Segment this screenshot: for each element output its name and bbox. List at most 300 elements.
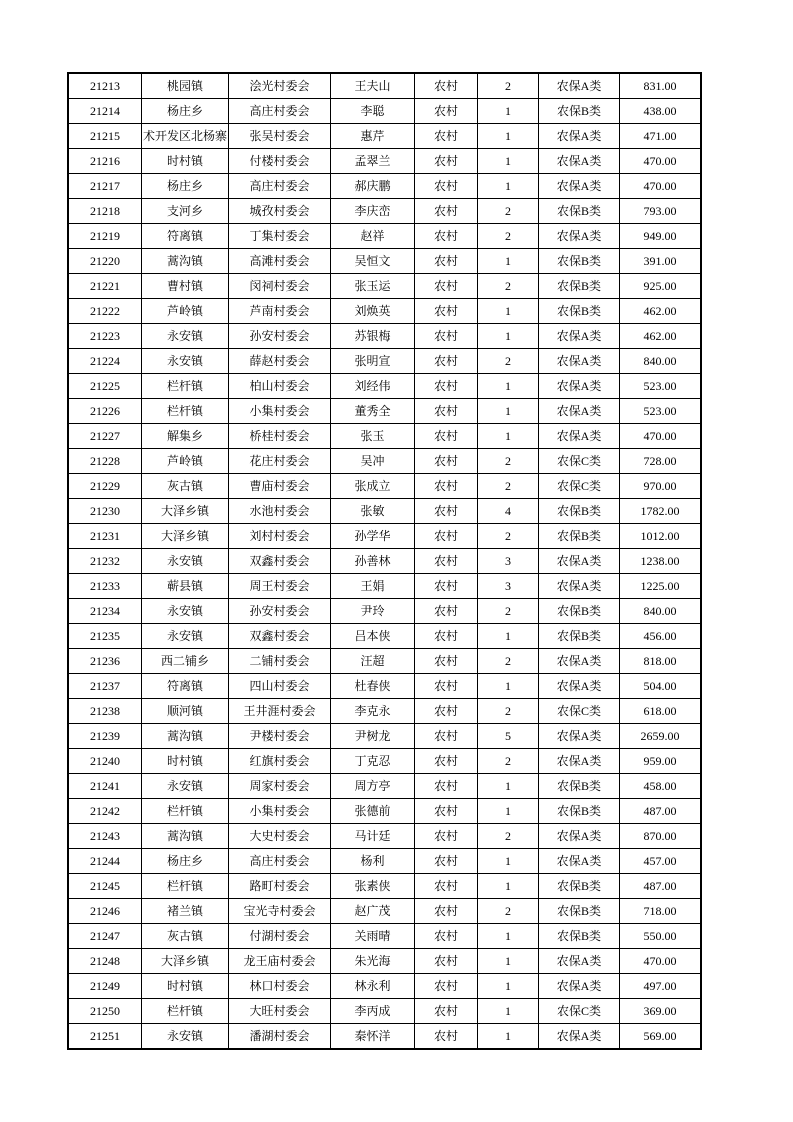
table-row [68, 674, 701, 699]
cell-amount: 470.00 [620, 149, 702, 174]
cell-person-name: 孙善林 [331, 549, 415, 574]
cell-id: 21219 [68, 224, 142, 249]
cell-headcount: 1 [478, 299, 539, 324]
cell-headcount: 1 [478, 324, 539, 349]
cell-person-name: 刘经伟 [331, 374, 415, 399]
cell-residence-type: 农村 [415, 249, 478, 274]
cell-town: 解集乡 [142, 424, 229, 449]
cell-town: 栏杆镇 [142, 799, 229, 824]
cell-amount: 487.00 [620, 799, 702, 824]
cell-insurance-category: 农保B类 [539, 499, 620, 524]
cell-village-committee: 高庄村委会 [229, 849, 331, 874]
cell-town: 符离镇 [142, 224, 229, 249]
cell-insurance-category: 农保A类 [539, 849, 620, 874]
cell-headcount: 2 [478, 199, 539, 224]
cell-person-name: 董秀全 [331, 399, 415, 424]
cell-residence-type: 农村 [415, 624, 478, 649]
benefits-table-body [68, 73, 701, 1049]
cell-village-committee: 芦南村委会 [229, 299, 331, 324]
table-row [68, 374, 701, 399]
cell-town: 桃园镇 [142, 73, 229, 99]
cell-id: 21245 [68, 874, 142, 899]
cell-person-name: 李克永 [331, 699, 415, 724]
cell-headcount: 2 [478, 224, 539, 249]
cell-headcount: 2 [478, 474, 539, 499]
cell-amount: 470.00 [620, 949, 702, 974]
table-row [68, 999, 701, 1024]
cell-town: 褚兰镇 [142, 899, 229, 924]
cell-headcount: 3 [478, 549, 539, 574]
cell-village-committee: 闵祠村委会 [229, 274, 331, 299]
cell-person-name: 杨利 [331, 849, 415, 874]
cell-village-committee: 浍光村委会 [229, 73, 331, 99]
cell-town: 顺河镇 [142, 699, 229, 724]
cell-insurance-category: 农保B类 [539, 274, 620, 299]
cell-amount: 870.00 [620, 824, 702, 849]
cell-residence-type: 农村 [415, 774, 478, 799]
table-row [68, 549, 701, 574]
cell-town: 永安镇 [142, 549, 229, 574]
table-row [68, 849, 701, 874]
cell-headcount: 1 [478, 774, 539, 799]
cell-person-name: 张玉运 [331, 274, 415, 299]
table-row [68, 624, 701, 649]
cell-residence-type: 农村 [415, 299, 478, 324]
cell-person-name: 关雨晴 [331, 924, 415, 949]
cell-headcount: 1 [478, 174, 539, 199]
cell-amount: 523.00 [620, 374, 702, 399]
cell-person-name: 惠芹 [331, 124, 415, 149]
cell-village-committee: 红旗村委会 [229, 749, 331, 774]
cell-village-committee: 高庄村委会 [229, 174, 331, 199]
cell-village-committee: 二铺村委会 [229, 649, 331, 674]
cell-village-committee: 付湖村委会 [229, 924, 331, 949]
cell-residence-type: 农村 [415, 399, 478, 424]
cell-headcount: 2 [478, 349, 539, 374]
cell-person-name: 马计廷 [331, 824, 415, 849]
cell-insurance-category: 农保C类 [539, 699, 620, 724]
cell-insurance-category: 农保B类 [539, 524, 620, 549]
cell-town: 时村镇 [142, 149, 229, 174]
cell-town: 蒿沟镇 [142, 824, 229, 849]
cell-headcount: 5 [478, 724, 539, 749]
cell-id: 21228 [68, 449, 142, 474]
cell-id: 21226 [68, 399, 142, 424]
cell-id: 21243 [68, 824, 142, 849]
cell-headcount: 2 [478, 824, 539, 849]
cell-residence-type: 农村 [415, 424, 478, 449]
cell-amount: 925.00 [620, 274, 702, 299]
table-row [68, 274, 701, 299]
cell-amount: 497.00 [620, 974, 702, 999]
cell-residence-type: 农村 [415, 199, 478, 224]
cell-village-committee: 丁集村委会 [229, 224, 331, 249]
cell-town: 曹村镇 [142, 274, 229, 299]
table-row [68, 73, 701, 99]
cell-headcount: 1 [478, 374, 539, 399]
cell-id: 21244 [68, 849, 142, 874]
cell-headcount: 2 [478, 73, 539, 99]
cell-village-committee: 孙安村委会 [229, 599, 331, 624]
cell-village-committee: 大史村委会 [229, 824, 331, 849]
cell-person-name: 汪超 [331, 649, 415, 674]
cell-amount: 470.00 [620, 424, 702, 449]
cell-village-committee: 付楼村委会 [229, 149, 331, 174]
cell-person-name: 尹树龙 [331, 724, 415, 749]
cell-town: 栏杆镇 [142, 399, 229, 424]
cell-headcount: 1 [478, 874, 539, 899]
cell-amount: 487.00 [620, 874, 702, 899]
cell-residence-type: 农村 [415, 324, 478, 349]
cell-amount: 391.00 [620, 249, 702, 274]
cell-town: 蒿沟镇 [142, 724, 229, 749]
table-row [68, 124, 701, 149]
cell-insurance-category: 农保C类 [539, 449, 620, 474]
cell-village-committee: 高滩村委会 [229, 249, 331, 274]
cell-id: 21242 [68, 799, 142, 824]
cell-headcount: 1 [478, 949, 539, 974]
cell-residence-type: 农村 [415, 949, 478, 974]
cell-id: 21223 [68, 324, 142, 349]
cell-residence-type: 农村 [415, 73, 478, 99]
cell-person-name: 吕本侠 [331, 624, 415, 649]
cell-insurance-category: 农保A类 [539, 949, 620, 974]
cell-person-name: 赵广茂 [331, 899, 415, 924]
cell-id: 21239 [68, 724, 142, 749]
cell-village-committee: 路町村委会 [229, 874, 331, 899]
table-row [68, 174, 701, 199]
cell-id: 21236 [68, 649, 142, 674]
cell-amount: 959.00 [620, 749, 702, 774]
cell-residence-type: 农村 [415, 224, 478, 249]
cell-insurance-category: 农保B类 [539, 774, 620, 799]
cell-person-name: 秦怀洋 [331, 1024, 415, 1050]
cell-amount: 458.00 [620, 774, 702, 799]
cell-person-name: 丁克忍 [331, 749, 415, 774]
cell-insurance-category: 农保C类 [539, 999, 620, 1024]
cell-insurance-category: 农保B类 [539, 924, 620, 949]
cell-town: 大泽乡镇 [142, 524, 229, 549]
cell-amount: 840.00 [620, 599, 702, 624]
cell-insurance-category: 农保A类 [539, 574, 620, 599]
cell-insurance-category: 农保A类 [539, 399, 620, 424]
cell-person-name: 吴冲 [331, 449, 415, 474]
cell-person-name: 李丙成 [331, 999, 415, 1024]
cell-amount: 818.00 [620, 649, 702, 674]
cell-headcount: 2 [478, 899, 539, 924]
cell-insurance-category: 农保B类 [539, 199, 620, 224]
cell-insurance-category: 农保B类 [539, 249, 620, 274]
cell-amount: 470.00 [620, 174, 702, 199]
cell-village-committee: 曹庙村委会 [229, 474, 331, 499]
table-row [68, 324, 701, 349]
table-row [68, 699, 701, 724]
cell-insurance-category: 农保A类 [539, 824, 620, 849]
cell-insurance-category: 农保A类 [539, 1024, 620, 1050]
cell-residence-type: 农村 [415, 849, 478, 874]
cell-amount: 2659.00 [620, 724, 702, 749]
cell-person-name: 杜春侠 [331, 674, 415, 699]
table-row [68, 399, 701, 424]
cell-headcount: 1 [478, 849, 539, 874]
cell-residence-type: 农村 [415, 899, 478, 924]
cell-residence-type: 农村 [415, 999, 478, 1024]
cell-village-committee: 双鑫村委会 [229, 624, 331, 649]
cell-town: 时村镇 [142, 749, 229, 774]
cell-headcount: 1 [478, 124, 539, 149]
cell-amount: 504.00 [620, 674, 702, 699]
cell-id: 21224 [68, 349, 142, 374]
cell-residence-type: 农村 [415, 749, 478, 774]
cell-id: 21246 [68, 899, 142, 924]
cell-insurance-category: 农保B类 [539, 624, 620, 649]
table-row [68, 99, 701, 124]
cell-residence-type: 农村 [415, 524, 478, 549]
cell-town: 栏杆镇 [142, 874, 229, 899]
cell-town: 大泽乡镇 [142, 949, 229, 974]
cell-id: 21218 [68, 199, 142, 224]
cell-headcount: 4 [478, 499, 539, 524]
cell-town: 永安镇 [142, 324, 229, 349]
cell-headcount: 2 [478, 749, 539, 774]
cell-insurance-category: 农保B类 [539, 599, 620, 624]
cell-person-name: 张成立 [331, 474, 415, 499]
cell-town: 杨庄乡 [142, 849, 229, 874]
cell-insurance-category: 农保A类 [539, 224, 620, 249]
cell-amount: 970.00 [620, 474, 702, 499]
cell-headcount: 1 [478, 799, 539, 824]
cell-headcount: 2 [478, 524, 539, 549]
table-row [68, 749, 701, 774]
cell-town: 西二铺乡 [142, 649, 229, 674]
cell-residence-type: 农村 [415, 499, 478, 524]
cell-residence-type: 农村 [415, 124, 478, 149]
cell-amount: 618.00 [620, 699, 702, 724]
cell-amount: 438.00 [620, 99, 702, 124]
cell-village-committee: 高庄村委会 [229, 99, 331, 124]
cell-headcount: 1 [478, 249, 539, 274]
cell-id: 21230 [68, 499, 142, 524]
cell-headcount: 1 [478, 1024, 539, 1050]
table-row [68, 299, 701, 324]
cell-residence-type: 农村 [415, 874, 478, 899]
cell-residence-type: 农村 [415, 349, 478, 374]
cell-insurance-category: 农保A类 [539, 749, 620, 774]
table-row [68, 249, 701, 274]
cell-insurance-category: 农保A类 [539, 73, 620, 99]
cell-insurance-category: 农保B类 [539, 99, 620, 124]
cell-id: 21235 [68, 624, 142, 649]
cell-amount: 728.00 [620, 449, 702, 474]
cell-insurance-category: 农保A类 [539, 349, 620, 374]
cell-amount: 369.00 [620, 999, 702, 1024]
cell-headcount: 1 [478, 999, 539, 1024]
table-row [68, 149, 701, 174]
cell-amount: 456.00 [620, 624, 702, 649]
cell-town: 栏杆镇 [142, 999, 229, 1024]
cell-town: 永安镇 [142, 624, 229, 649]
cell-village-committee: 张吴村委会 [229, 124, 331, 149]
cell-person-name: 郝庆鹏 [331, 174, 415, 199]
cell-residence-type: 农村 [415, 374, 478, 399]
cell-amount: 471.00 [620, 124, 702, 149]
cell-id: 21229 [68, 474, 142, 499]
cell-headcount: 1 [478, 149, 539, 174]
cell-residence-type: 农村 [415, 599, 478, 624]
cell-headcount: 2 [478, 274, 539, 299]
cell-town: 术开发区北杨寨 [142, 124, 229, 149]
cell-headcount: 1 [478, 674, 539, 699]
cell-person-name: 李庆峦 [331, 199, 415, 224]
cell-town: 永安镇 [142, 349, 229, 374]
table-row [68, 499, 701, 524]
cell-residence-type: 农村 [415, 1024, 478, 1050]
cell-amount: 831.00 [620, 73, 702, 99]
table-row [68, 949, 701, 974]
cell-headcount: 2 [478, 449, 539, 474]
cell-town: 永安镇 [142, 1024, 229, 1050]
cell-id: 21238 [68, 699, 142, 724]
cell-residence-type: 农村 [415, 174, 478, 199]
cell-insurance-category: 农保A类 [539, 124, 620, 149]
cell-village-committee: 城孜村委会 [229, 199, 331, 224]
table-row [68, 774, 701, 799]
cell-town: 蒿沟镇 [142, 249, 229, 274]
cell-id: 21220 [68, 249, 142, 274]
cell-id: 21214 [68, 99, 142, 124]
cell-town: 杨庄乡 [142, 99, 229, 124]
table-row [68, 199, 701, 224]
cell-village-committee: 柏山村委会 [229, 374, 331, 399]
benefits-table [67, 72, 702, 1050]
cell-village-committee: 尹楼村委会 [229, 724, 331, 749]
cell-headcount: 1 [478, 624, 539, 649]
cell-residence-type: 农村 [415, 474, 478, 499]
cell-id: 21213 [68, 73, 142, 99]
cell-residence-type: 农村 [415, 974, 478, 999]
cell-amount: 1782.00 [620, 499, 702, 524]
cell-person-name: 孙学华 [331, 524, 415, 549]
table-row [68, 649, 701, 674]
cell-residence-type: 农村 [415, 649, 478, 674]
cell-town: 蕲县镇 [142, 574, 229, 599]
cell-amount: 457.00 [620, 849, 702, 874]
cell-id: 21227 [68, 424, 142, 449]
cell-id: 21215 [68, 124, 142, 149]
cell-person-name: 张玉 [331, 424, 415, 449]
cell-headcount: 3 [478, 574, 539, 599]
cell-village-committee: 刘村村委会 [229, 524, 331, 549]
table-row [68, 824, 701, 849]
cell-amount: 550.00 [620, 924, 702, 949]
cell-id: 21233 [68, 574, 142, 599]
cell-village-committee: 龙王庙村委会 [229, 949, 331, 974]
cell-insurance-category: 农保A类 [539, 149, 620, 174]
cell-person-name: 李聪 [331, 99, 415, 124]
cell-town: 栏杆镇 [142, 374, 229, 399]
cell-village-committee: 薛赵村委会 [229, 349, 331, 374]
cell-village-committee: 林口村委会 [229, 974, 331, 999]
cell-village-committee: 双鑫村委会 [229, 549, 331, 574]
cell-person-name: 张德前 [331, 799, 415, 824]
cell-id: 21217 [68, 174, 142, 199]
cell-headcount: 1 [478, 399, 539, 424]
cell-id: 21248 [68, 949, 142, 974]
cell-headcount: 2 [478, 649, 539, 674]
cell-insurance-category: 农保B类 [539, 299, 620, 324]
cell-id: 21249 [68, 974, 142, 999]
cell-village-committee: 小集村委会 [229, 799, 331, 824]
cell-id: 21234 [68, 599, 142, 624]
cell-village-committee: 周家村委会 [229, 774, 331, 799]
cell-residence-type: 农村 [415, 799, 478, 824]
cell-residence-type: 农村 [415, 724, 478, 749]
cell-amount: 569.00 [620, 1024, 702, 1050]
cell-person-name: 林永利 [331, 974, 415, 999]
cell-residence-type: 农村 [415, 699, 478, 724]
cell-id: 21251 [68, 1024, 142, 1050]
cell-id: 21247 [68, 924, 142, 949]
table-row [68, 524, 701, 549]
cell-insurance-category: 农保A类 [539, 374, 620, 399]
cell-amount: 840.00 [620, 349, 702, 374]
cell-village-committee: 孙安村委会 [229, 324, 331, 349]
cell-residence-type: 农村 [415, 824, 478, 849]
cell-person-name: 张素侠 [331, 874, 415, 899]
cell-residence-type: 农村 [415, 149, 478, 174]
cell-village-committee: 大旺村委会 [229, 999, 331, 1024]
cell-id: 21225 [68, 374, 142, 399]
cell-insurance-category: 农保B类 [539, 799, 620, 824]
table-row [68, 574, 701, 599]
cell-town: 永安镇 [142, 774, 229, 799]
cell-town: 时村镇 [142, 974, 229, 999]
table-row [68, 799, 701, 824]
cell-person-name: 赵祥 [331, 224, 415, 249]
cell-village-committee: 四山村委会 [229, 674, 331, 699]
cell-person-name: 尹玲 [331, 599, 415, 624]
cell-headcount: 1 [478, 924, 539, 949]
cell-residence-type: 农村 [415, 924, 478, 949]
cell-amount: 523.00 [620, 399, 702, 424]
cell-village-committee: 水池村委会 [229, 499, 331, 524]
cell-person-name: 周方亭 [331, 774, 415, 799]
cell-town: 灰古镇 [142, 474, 229, 499]
cell-village-committee: 周王村委会 [229, 574, 331, 599]
cell-insurance-category: 农保A类 [539, 649, 620, 674]
cell-town: 大泽乡镇 [142, 499, 229, 524]
cell-residence-type: 农村 [415, 274, 478, 299]
cell-town: 灰古镇 [142, 924, 229, 949]
cell-person-name: 王娟 [331, 574, 415, 599]
cell-insurance-category: 农保A类 [539, 974, 620, 999]
cell-insurance-category: 农保A类 [539, 724, 620, 749]
cell-residence-type: 农村 [415, 549, 478, 574]
cell-id: 21231 [68, 524, 142, 549]
table-row [68, 724, 701, 749]
cell-headcount: 2 [478, 699, 539, 724]
cell-insurance-category: 农保A类 [539, 674, 620, 699]
cell-village-committee: 小集村委会 [229, 399, 331, 424]
cell-person-name: 苏银梅 [331, 324, 415, 349]
cell-person-name: 吴恒文 [331, 249, 415, 274]
cell-amount: 949.00 [620, 224, 702, 249]
cell-id: 21221 [68, 274, 142, 299]
cell-person-name: 朱光海 [331, 949, 415, 974]
cell-person-name: 孟翠兰 [331, 149, 415, 174]
cell-person-name: 王夫山 [331, 73, 415, 99]
cell-person-name: 张敏 [331, 499, 415, 524]
